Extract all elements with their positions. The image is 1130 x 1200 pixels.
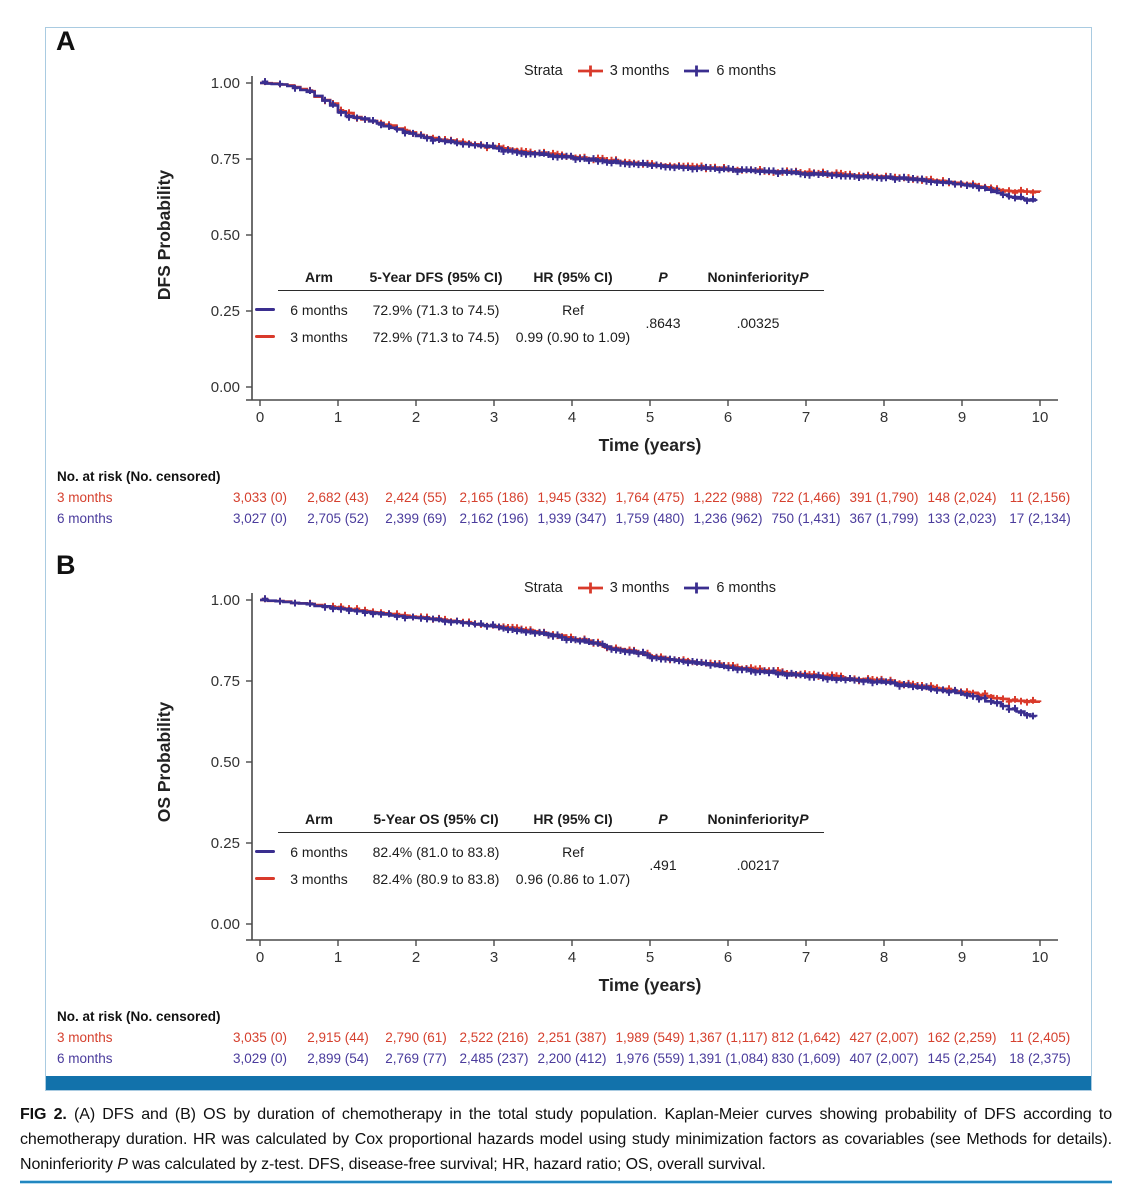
legend-key-icon <box>683 581 710 595</box>
risk-value: 2,200 (412) <box>537 1051 607 1066</box>
risk-value: 367 (1,799) <box>849 511 919 526</box>
risk-value: 407 (2,007) <box>849 1051 919 1066</box>
inset-table-B <box>252 808 824 892</box>
inset-arm: 3 months <box>290 328 348 345</box>
svg-text:10: 10 <box>1031 409 1049 426</box>
panel-label-B: B <box>56 550 76 580</box>
svg-text:8: 8 <box>879 409 889 426</box>
risk-value: 3,033 (0) <box>232 490 288 505</box>
svg-text:3: 3 <box>489 409 499 426</box>
risk-value: 2,682 (43) <box>307 490 369 505</box>
risk-value: 11 (2,156) <box>1009 490 1071 505</box>
inset-estimate: 82.4% (81.0 to 83.8) <box>372 843 500 860</box>
risk-value: 2,899 (54) <box>307 1051 369 1066</box>
panel-label-A: A <box>56 26 76 56</box>
svg-text:9: 9 <box>957 949 967 966</box>
inset-header-noninferiority-p: Noninferiority P <box>707 811 809 827</box>
caption-segment: FIG 2. <box>20 1106 75 1123</box>
risk-value: 133 (2,023) <box>927 511 997 526</box>
inset-header-arm: Arm <box>304 269 333 285</box>
inset-arm: 3 months <box>290 870 348 887</box>
svg-text:2: 2 <box>411 409 421 426</box>
inset-hr: 0.96 (0.86 to 1.07) <box>515 870 631 887</box>
legend-item-6-months <box>683 63 776 79</box>
svg-text:0.75: 0.75 <box>210 151 240 168</box>
inset-header-estimate: 5-Year OS (95% CI) <box>373 811 499 827</box>
risk-value: 17 (2,134) <box>1009 511 1071 526</box>
svg-text:7: 7 <box>801 409 811 426</box>
bottom-rule <box>20 1180 1112 1184</box>
risk-value: 3,035 (0) <box>232 1030 288 1045</box>
svg-text:9: 9 <box>957 409 967 426</box>
svg-text:7: 7 <box>801 949 811 966</box>
inset-header-rule <box>278 290 824 291</box>
svg-text:5: 5 <box>645 409 655 426</box>
inset-header-noninferiority-p: Noninferiority P <box>707 269 809 285</box>
legend-item-3-months <box>577 580 670 596</box>
risk-value: 1,989 (549) <box>615 1030 685 1045</box>
inset-key-dash-6-months <box>255 850 275 854</box>
risk-value: 750 (1,431) <box>771 511 841 526</box>
risk-row-label: 6 months <box>57 1051 113 1066</box>
inset-estimate: 72.9% (71.3 to 74.5) <box>372 301 500 318</box>
risk-value: 427 (2,007) <box>849 1030 919 1045</box>
risk-value: 1,222 (988) <box>693 490 763 505</box>
svg-text:0.50: 0.50 <box>210 227 240 244</box>
legend-label: 6 months <box>716 580 776 596</box>
inset-header-p: P <box>658 269 668 285</box>
inset-arm: 6 months <box>290 843 348 860</box>
svg-text:0: 0 <box>255 409 265 426</box>
inset-key-dash-3-months <box>255 335 275 339</box>
figure-caption <box>20 1102 1112 1177</box>
inset-header-rule <box>278 832 824 833</box>
risk-value: 2,162 (196) <box>459 511 529 526</box>
risk-value: 162 (2,259) <box>927 1030 997 1045</box>
inset-hr: 0.99 (0.90 to 1.09) <box>515 328 631 345</box>
svg-text:0.75: 0.75 <box>210 673 240 690</box>
inset-header-arm: Arm <box>304 811 333 827</box>
risk-row-label: 6 months <box>57 511 113 526</box>
legend-label: 3 months <box>609 580 670 596</box>
svg-text:2: 2 <box>411 949 421 966</box>
legend-A <box>260 63 1040 79</box>
svg-text:0.50: 0.50 <box>210 754 240 771</box>
legend-label: 3 months <box>609 63 670 79</box>
svg-text:1.00: 1.00 <box>210 592 240 609</box>
svg-text:1: 1 <box>333 949 343 966</box>
risk-row-label: 3 months <box>57 490 113 505</box>
risk-value: 391 (1,790) <box>849 490 919 505</box>
risk-value: 2,399 (69) <box>385 511 447 526</box>
risk-value: 1,939 (347) <box>537 511 607 526</box>
inset-p-value: .491 <box>649 857 677 873</box>
svg-text:Time (years): Time (years) <box>598 975 702 995</box>
inset-noninferiority-p-value: .00217 <box>736 857 780 873</box>
svg-text:0.25: 0.25 <box>210 303 240 320</box>
risk-value: 2,790 (61) <box>385 1030 447 1045</box>
legend-key-icon <box>577 581 604 595</box>
inset-header-hr: HR (95% CI) <box>533 269 613 285</box>
inset-header-hr: HR (95% CI) <box>533 811 613 827</box>
svg-text:0.00: 0.00 <box>210 379 240 396</box>
risk-value: 2,485 (237) <box>459 1051 529 1066</box>
risk-value: 2,522 (216) <box>459 1030 529 1045</box>
svg-text:4: 4 <box>567 949 577 966</box>
risk-value: 1,945 (332) <box>537 490 607 505</box>
svg-text:5: 5 <box>645 949 655 966</box>
risk-value: 145 (2,254) <box>927 1051 997 1066</box>
risk-row-label: 3 months <box>57 1030 113 1045</box>
risk-value: 2,251 (387) <box>537 1030 607 1045</box>
svg-text:10: 10 <box>1031 949 1049 966</box>
legend-key-icon <box>577 64 604 78</box>
svg-text:3: 3 <box>489 949 499 966</box>
inset-table-A <box>252 266 824 350</box>
legend-B <box>260 580 1040 596</box>
svg-text:6: 6 <box>723 409 733 426</box>
inset-hr: Ref <box>562 843 584 860</box>
caption-segment: was calculated by z-test. DFS, disease-free survival; HR, hazard ratio; OS, overall survival. <box>127 1156 766 1173</box>
inset-noninferiority-p-value: .00325 <box>736 315 780 331</box>
legend-label: 6 months <box>716 63 776 79</box>
legend-title: Strata <box>524 63 563 79</box>
risk-value: 18 (2,375) <box>1009 1051 1071 1066</box>
risk-value: 2,769 (77) <box>385 1051 447 1066</box>
inset-header-p: P <box>658 811 668 827</box>
legend-item-6-months <box>683 580 776 596</box>
legend-key-icon <box>683 64 710 78</box>
risk-value: 1,367 (1,117) <box>688 1030 768 1045</box>
svg-text:0: 0 <box>255 949 265 966</box>
inset-arm: 6 months <box>290 301 348 318</box>
risk-value: 2,424 (55) <box>385 490 447 505</box>
risk-value: 1,976 (559) <box>615 1051 685 1066</box>
legend-title: Strata <box>524 580 563 596</box>
svg-text:0.00: 0.00 <box>210 916 240 933</box>
inset-p-value: .8643 <box>645 315 681 331</box>
risk-value: 1,236 (962) <box>693 511 763 526</box>
inset-key-dash-6-months <box>255 308 275 312</box>
svg-text:6: 6 <box>723 949 733 966</box>
svg-text:4: 4 <box>567 409 577 426</box>
risk-table-title-A: No. at risk (No. censored) <box>57 469 221 484</box>
svg-text:OS Probability: OS Probability <box>154 701 174 823</box>
risk-value: 148 (2,024) <box>927 490 997 505</box>
caption-segment: P <box>117 1156 128 1173</box>
svg-text:1: 1 <box>333 409 343 426</box>
svg-text:1.00: 1.00 <box>210 75 240 92</box>
risk-table-title-B: No. at risk (No. censored) <box>57 1009 221 1024</box>
svg-text:Time (years): Time (years) <box>598 435 702 455</box>
svg-text:DFS Probability: DFS Probability <box>154 169 174 301</box>
legend-item-3-months <box>577 63 670 79</box>
risk-value: 830 (1,609) <box>771 1051 841 1066</box>
svg-text:0.25: 0.25 <box>210 835 240 852</box>
risk-value: 2,165 (186) <box>459 490 529 505</box>
inset-hr: Ref <box>562 301 584 318</box>
risk-value: 1,391 (1,084) <box>687 1051 769 1066</box>
risk-value: 1,759 (480) <box>615 511 685 526</box>
risk-value: 3,029 (0) <box>232 1051 288 1066</box>
inset-key-dash-3-months <box>255 877 275 881</box>
risk-value: 722 (1,466) <box>771 490 841 505</box>
inset-header-estimate: 5-Year DFS (95% CI) <box>369 269 503 285</box>
risk-value: 3,027 (0) <box>232 511 288 526</box>
risk-value: 1,764 (475) <box>615 490 685 505</box>
caption-segment: (A) DFS and (B) OS by duration of chemotherapy in the total study population. Kaplan-Meier curves showing probability of DFS according to chemotherapy duration. HR was calculated by Cox proportional hazards model using study minimization factors as covariables (see Methods for details). Noninferiority <box>20 1106 1112 1173</box>
risk-value: 2,705 (52) <box>307 511 369 526</box>
inset-estimate: 82.4% (80.9 to 83.8) <box>372 870 500 887</box>
risk-value: 11 (2,405) <box>1009 1030 1071 1045</box>
inset-estimate: 72.9% (71.3 to 74.5) <box>372 328 500 345</box>
risk-value: 812 (1,642) <box>771 1030 841 1045</box>
svg-text:8: 8 <box>879 949 889 966</box>
risk-value: 2,915 (44) <box>307 1030 369 1045</box>
